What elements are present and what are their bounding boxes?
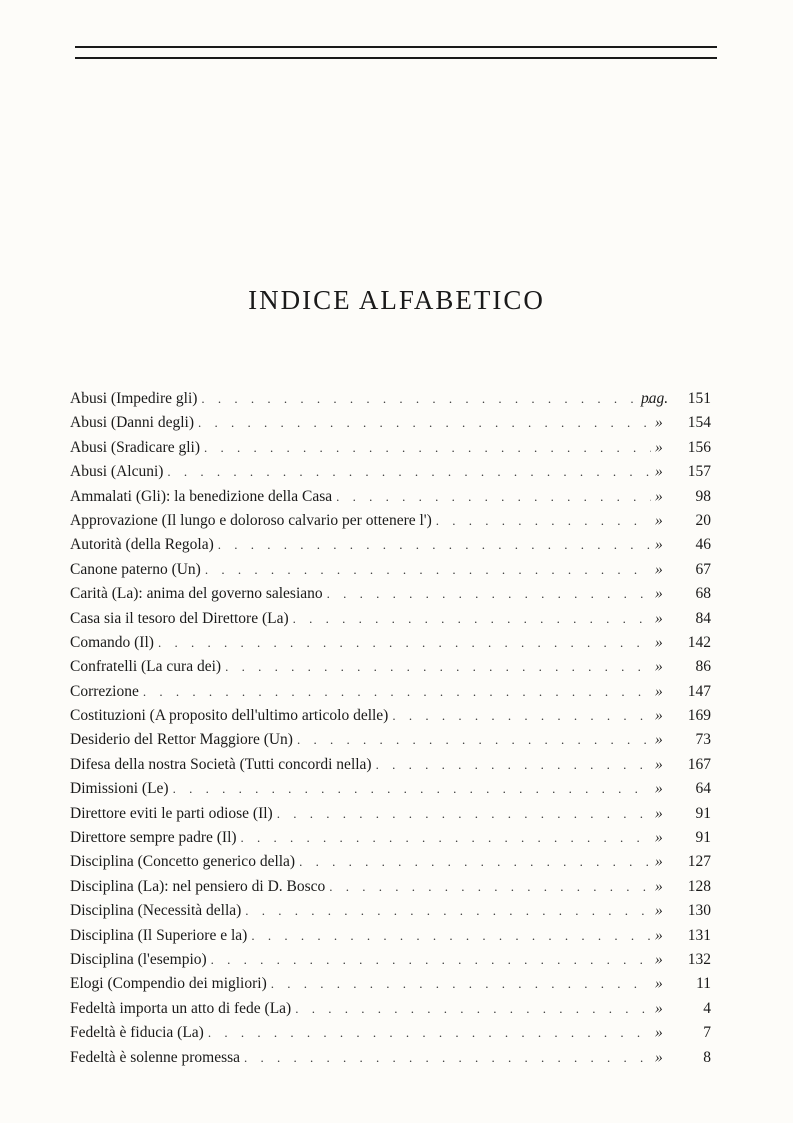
page-prefix: » xyxy=(655,804,663,822)
index-entry xyxy=(70,634,715,658)
page-prefix: » xyxy=(655,536,663,554)
page-prefix: » xyxy=(655,414,663,432)
page-number: 46 xyxy=(695,536,711,554)
entry-title: Correzione xyxy=(70,682,139,700)
entry-title: Disciplina (Concetto generico della) xyxy=(70,853,296,871)
page-prefix: » xyxy=(655,755,663,773)
page-reference xyxy=(655,512,715,530)
page-reference xyxy=(655,1000,715,1018)
page-number: 20 xyxy=(695,511,711,529)
dot-leader xyxy=(392,708,651,724)
index-entry xyxy=(70,561,715,585)
page-number: 169 xyxy=(687,707,711,725)
dot-leader xyxy=(329,879,651,895)
page-reference xyxy=(655,975,715,993)
index-entry xyxy=(70,390,715,414)
page-prefix: » xyxy=(655,658,663,676)
page-prefix: » xyxy=(655,926,663,944)
page-number: 91 xyxy=(695,829,711,847)
dot-leader xyxy=(295,1001,651,1017)
dot-leader xyxy=(158,635,651,651)
page-number: 131 xyxy=(687,926,711,944)
page-prefix: » xyxy=(655,829,663,847)
page-reference xyxy=(655,439,715,457)
page-number: 147 xyxy=(687,682,711,700)
page-prefix: » xyxy=(655,511,663,529)
page-reference xyxy=(655,561,715,579)
dot-leader xyxy=(198,415,651,431)
page-title: INDICE ALFABETICO xyxy=(248,285,545,315)
index-entry xyxy=(70,707,715,731)
page-prefix: pag. xyxy=(641,390,669,407)
dot-leader xyxy=(167,464,651,480)
dot-leader xyxy=(436,513,651,529)
dot-leader xyxy=(376,757,651,773)
dot-leader xyxy=(218,537,651,553)
index-entry xyxy=(70,1000,715,1024)
page-prefix: » xyxy=(655,438,663,456)
index-list xyxy=(70,390,715,1073)
dot-leader xyxy=(204,440,651,456)
index-entry xyxy=(70,756,715,780)
dot-leader xyxy=(143,684,651,700)
page-number: 132 xyxy=(687,950,711,968)
dot-leader xyxy=(241,830,651,846)
index-entry xyxy=(70,683,715,707)
entry-title: Comando (Il) xyxy=(70,633,154,651)
page-number: 4 xyxy=(703,999,711,1017)
dot-leader xyxy=(225,659,651,675)
index-entry xyxy=(70,439,715,463)
entry-title: Abusi (Alcuni) xyxy=(70,463,164,481)
page-reference xyxy=(655,927,715,945)
header-rule-top xyxy=(75,46,717,48)
entry-title: Costituzioni (A proposito dell'ultimo articolo delle) xyxy=(70,707,389,725)
page-number: 127 xyxy=(687,853,711,871)
page-prefix: » xyxy=(655,877,663,895)
dot-leader xyxy=(271,976,651,992)
page-number: 157 xyxy=(687,463,711,481)
entry-title: Disciplina (La): nel pensiero di D. Bosco xyxy=(70,877,326,895)
page-reference xyxy=(655,805,715,823)
page-prefix: » xyxy=(655,682,663,700)
index-entry xyxy=(70,658,715,682)
page-number: 154 xyxy=(687,414,711,432)
index-entry xyxy=(70,829,715,853)
page-reference xyxy=(655,634,715,652)
index-entry xyxy=(70,463,715,487)
dot-leader xyxy=(336,489,651,505)
entry-title: Dimissioni (Le) xyxy=(70,780,169,798)
page-reference xyxy=(655,488,715,506)
entry-title: Disciplina (Necessità della) xyxy=(70,902,242,920)
page-reference xyxy=(655,658,715,676)
index-entry xyxy=(70,1049,715,1073)
index-entry xyxy=(70,902,715,926)
page-reference xyxy=(641,390,715,408)
dot-leader xyxy=(245,903,651,919)
page-reference xyxy=(655,951,715,969)
dot-leader xyxy=(205,562,651,578)
page-number: 73 xyxy=(695,731,711,749)
entry-title: Abusi (Danni degli) xyxy=(70,414,194,432)
entry-title: Abusi (Impedire gli) xyxy=(70,390,198,407)
page-reference xyxy=(655,878,715,896)
page-number: 128 xyxy=(687,877,711,895)
page-number: 7 xyxy=(703,1024,711,1042)
page-number: 11 xyxy=(696,975,711,993)
index-entry xyxy=(70,805,715,829)
entry-title: Disciplina (l'esempio) xyxy=(70,950,207,968)
page-prefix: » xyxy=(655,950,663,968)
page-reference xyxy=(655,536,715,554)
page-number: 67 xyxy=(695,560,711,578)
index-entry xyxy=(70,585,715,609)
page-prefix: » xyxy=(655,1024,663,1042)
index-entry xyxy=(70,536,715,560)
page-prefix: » xyxy=(655,902,663,920)
page-number: 86 xyxy=(695,658,711,676)
dot-leader xyxy=(327,586,651,602)
entry-title: Desiderio del Rettor Maggiore (Un) xyxy=(70,731,293,749)
dot-leader xyxy=(297,732,651,748)
page-reference xyxy=(655,1024,715,1042)
page-reference xyxy=(655,463,715,481)
dot-leader xyxy=(251,928,651,944)
page-number: 151 xyxy=(687,390,711,407)
page-prefix: » xyxy=(655,609,663,627)
dot-leader xyxy=(277,806,651,822)
entry-title: Confratelli (La cura dei) xyxy=(70,658,222,676)
entry-title: Approvazione (Il lungo e doloroso calvario per ottenere l') xyxy=(70,511,432,529)
page-reference xyxy=(655,829,715,847)
page-reference xyxy=(655,414,715,432)
page-number: 64 xyxy=(695,780,711,798)
index-entry xyxy=(70,951,715,975)
page-prefix: » xyxy=(655,463,663,481)
page-number: 167 xyxy=(687,755,711,773)
entry-title: Casa sia il tesoro del Direttore (La) xyxy=(70,609,289,627)
entry-title: Direttore eviti le parti odiose (Il) xyxy=(70,804,273,822)
page-reference xyxy=(655,853,715,871)
index-entry xyxy=(70,975,715,999)
page-reference xyxy=(655,731,715,749)
dot-leader xyxy=(201,391,651,407)
page-prefix: » xyxy=(655,487,663,505)
index-entry xyxy=(70,610,715,634)
page-prefix: » xyxy=(655,780,663,798)
page-reference xyxy=(655,610,715,628)
page-number: 142 xyxy=(687,633,711,651)
page-reference xyxy=(655,1049,715,1067)
page-prefix: » xyxy=(655,707,663,725)
index-entry xyxy=(70,414,715,438)
dot-leader xyxy=(208,1025,651,1041)
page-prefix: » xyxy=(655,560,663,578)
page-prefix: » xyxy=(655,999,663,1017)
entry-title: Autorità (della Regola) xyxy=(70,536,214,554)
entry-title: Difesa della nostra Società (Tutti concordi nella) xyxy=(70,755,372,773)
page-prefix: » xyxy=(655,853,663,871)
page-reference xyxy=(655,585,715,603)
dot-leader xyxy=(173,781,651,797)
entry-title: Abusi (Sradicare gli) xyxy=(70,438,200,456)
page-prefix: » xyxy=(655,1048,663,1066)
page-reference xyxy=(655,756,715,774)
entry-title: Canone paterno (Un) xyxy=(70,560,201,578)
page-reference xyxy=(655,683,715,701)
index-entry xyxy=(70,878,715,902)
index-entry xyxy=(70,731,715,755)
index-entry xyxy=(70,853,715,877)
page-number: 156 xyxy=(687,438,711,456)
page-number: 8 xyxy=(703,1048,711,1066)
page-prefix: » xyxy=(655,975,663,993)
index-entry xyxy=(70,488,715,512)
entry-title: Fedeltà è fiducia (La) xyxy=(70,1024,204,1042)
dot-leader xyxy=(211,952,651,968)
page-number: 91 xyxy=(695,804,711,822)
index-entry xyxy=(70,780,715,804)
page-reference xyxy=(655,902,715,920)
index-entry xyxy=(70,1024,715,1048)
dot-leader xyxy=(299,854,651,870)
index-entry xyxy=(70,512,715,536)
dot-leader xyxy=(293,611,651,627)
page-number: 84 xyxy=(695,609,711,627)
page-number: 68 xyxy=(695,585,711,603)
page-reference xyxy=(655,707,715,725)
entry-title: Fedeltà è solenne promessa xyxy=(70,1048,241,1066)
index-entry xyxy=(70,927,715,951)
header-rule-bottom xyxy=(75,57,717,59)
page-reference xyxy=(655,780,715,798)
entry-title: Disciplina (Il Superiore e la) xyxy=(70,926,248,944)
entry-title: Fedeltà importa un atto di fede (La) xyxy=(70,999,292,1017)
entry-title: Elogi (Compendio dei migliori) xyxy=(70,975,267,993)
page-prefix: » xyxy=(655,731,663,749)
entry-title: Direttore sempre padre (Il) xyxy=(70,829,237,847)
entry-title: Ammalati (Gli): la benedizione della Casa xyxy=(70,487,333,505)
page-number: 130 xyxy=(687,902,711,920)
page-prefix: » xyxy=(655,585,663,603)
entry-title: Carità (La): anima del governo salesiano xyxy=(70,585,323,603)
dot-leader xyxy=(244,1050,651,1066)
page-number: 98 xyxy=(695,487,711,505)
page-prefix: » xyxy=(655,633,663,651)
